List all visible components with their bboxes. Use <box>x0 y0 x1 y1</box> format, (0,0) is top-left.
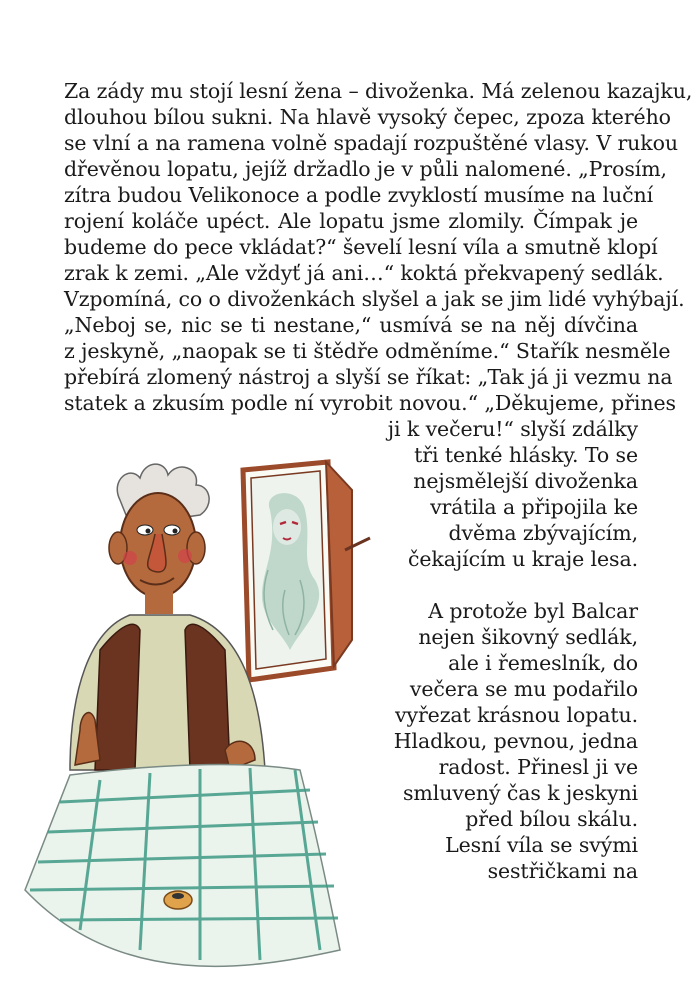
text-line: nejen šikovný sedlák, <box>418 625 638 649</box>
text-line: rojení koláče upéct. Ale lopatu jsme zlomily. Čímpak je <box>64 209 638 233</box>
text-line: zítra budou Velikonoce a podle zvyklostí musíme na luční <box>64 183 654 207</box>
text-line: Vzpomíná, co o divoženkách slyšel a jak se jim lidé vyhýbají. <box>64 287 685 311</box>
text-line: sestřičkami na <box>487 859 638 883</box>
text-line: večera se mu podařilo <box>409 677 638 701</box>
text-line: statek a zkusím podle ní vyrobit novou.“ „Děkujeme, přines <box>64 391 676 415</box>
text-line: dřevěnou lopatu, jejíž držadlo je v půli nalomené. „Prosím, <box>64 157 667 181</box>
farmer-and-fairy-illustration <box>0 430 400 990</box>
text-line: nejsmělejší divoženka <box>413 469 638 493</box>
text-line: vyřezat krásnou lopatu. <box>395 703 638 727</box>
text-line: A protože byl Balcar <box>428 599 638 623</box>
text-line: ji k večeru!“ slyší zdálky <box>387 417 638 441</box>
text-line: před bílou skálu. <box>465 807 638 831</box>
tablecloth-graphic <box>25 765 340 967</box>
text-line: Za zády mu stojí lesní žena – divoženka. Má zelenou kazajku, <box>64 79 693 103</box>
text-line: „Neboj se, nic se ti nestane,“ usmívá se na něj dívčina <box>64 313 638 337</box>
text-line: se vlní a na ramena volně spadají rozpuštěné vlasy. V rukou <box>64 131 678 155</box>
text-line: čekajícím u kraje lesa. <box>408 547 638 571</box>
text-line: přebírá zlomený nástroj a slyší se říkat: „Tak já ji vezmu na <box>64 365 673 389</box>
window-icon <box>243 462 370 680</box>
text-line: zrak k zemi. „Ale vždyť já ani…“ koktá překvapený sedlák. <box>64 261 664 285</box>
text-line: budeme do pece vkládat?“ ševelí lesní víla a smutně klopí <box>64 235 658 259</box>
text-line: radost. Přinesl ji ve <box>438 755 638 779</box>
text-line: z jeskyně, „naopak se ti štědře odměníme.“ Stařík nesměle <box>64 339 671 363</box>
text-line: ale i řemeslník, do <box>448 651 638 675</box>
text-line: vrátila a připojila ke <box>430 495 638 519</box>
text-line: tři tenké hlásky. To se <box>414 443 638 467</box>
text-line: smluvený čas k jeskyni <box>403 781 638 805</box>
text-line: dvěma zbývajícím, <box>448 521 638 545</box>
text-line: Lesní víla se svými <box>445 833 638 857</box>
text-line: dlouhou bílou sukni. Na hlavě vysoký čepec, zpoza kterého <box>64 105 671 129</box>
text-line: Hladkou, pevnou, jedna <box>393 729 638 753</box>
farmer-figure <box>70 464 265 770</box>
